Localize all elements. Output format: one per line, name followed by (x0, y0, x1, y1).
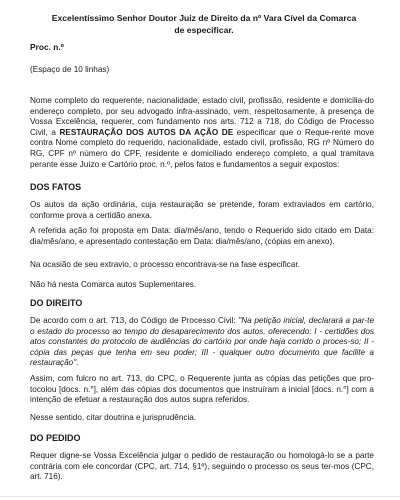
fatos-paragraph-4: Não há nesta Comarca autos Suplementares. (30, 280, 197, 289)
direito-paragraph-3: Nesse sentido, citar doutrina e jurisprudência. (30, 413, 197, 422)
fatos-paragraph-2: A referida ação foi proposta em Data: dia/mês/ano, tendo o Requerido sido citado em Data: dia/mês/ano, e apresentado contestação em Data: dia/mês/ano, (cópias em anexo). (30, 226, 374, 246)
page-bottom-divider (0, 496, 400, 497)
intro-text-end: especificar que o Reque-rente move contra Nome completo do requerido, nacionalidade, estado civil, profissão, RG nº Número do RG, CPF nº número do CPF, residente e domiciliado endereço completo, a qual tramitava perante esse Juízo e Cartório proc. n.º, pelos fatos e fundamentos a seguir expostos: (30, 127, 374, 169)
intro-text-start: Nome completo do requerente, nacionalidade, estado civil, profissão, residente e domicilia-do endereço completo, por seu advogado infra-assinado, vem, respeitosamente, à presença de Vossa Excelência, requerer, com fundamento nos arts. 712 a 718, do Código de Processo Civil, a (30, 96, 374, 137)
intro-paragraph (30, 96, 374, 170)
section-title-do-direito: DO DIREITO (30, 298, 83, 308)
section-title-dos-fatos: DOS FATOS (30, 182, 82, 192)
fatos-paragraph-3: Na ocasião de seu extravio, o processo encontrava-se na fase especificar. (30, 260, 300, 269)
document-header (40, 12, 368, 36)
process-number-label: Proc. n.º (30, 42, 64, 52)
header-line-1: Excelentíssimo Senhor Doutor Juiz de Direito da nº Vara Cível da Comarca (51, 13, 357, 23)
fatos-paragraph-1: Os autos da ação ordinária, cuja restauração se pretende, foram extraviados em cartório, conforme prova a certidão anexa. (30, 200, 374, 220)
direito-paragraph-2: Assim, com fulcro no art. 713, do CPC, o Requerente junta as cópias das petições que pro-tocolou [docs. n.°], além das cópias dos documentos que instruíram a inicial [docs. n.°] com a intenção de efetuar a restauração dos autos supra referidos. (30, 374, 374, 405)
direito-paragraph-1 (30, 316, 374, 369)
direito-text-start: De acordo com o art. 713, do Código de Processo Civil: (30, 316, 239, 325)
space-note: (Espaço de 10 linhas) (30, 65, 110, 74)
pedido-paragraph-1: Requer digne-se Vossa Excelência julgar o pedido de restauração ou homologá-lo se a parte contrária com ele concordar (CPC, art. 714, §1º), seguindo o processo os seus ter-mos (CPC, art. 716). (30, 451, 374, 482)
direito-quote: "Na petição inicial, declarará a par-te o estado do processo ao tempo do desaparecimento dos autos, oferecendo: I - certidões dos atos constantes do protocolo de audiências do cartório por onde haja corrido o proces-so; II - cópia das peças que tenha em seu poder; III - qualquer outro documento que facilite a restauração" (30, 316, 374, 368)
intro-text-bold: RESTAURAÇÃO DOS AUTOS DA AÇÃO DE (59, 127, 234, 137)
section-title-do-pedido: DO PEDIDO (30, 433, 81, 443)
direito-text-end: . (76, 358, 79, 368)
header-line-2: de especificar. (174, 25, 234, 35)
